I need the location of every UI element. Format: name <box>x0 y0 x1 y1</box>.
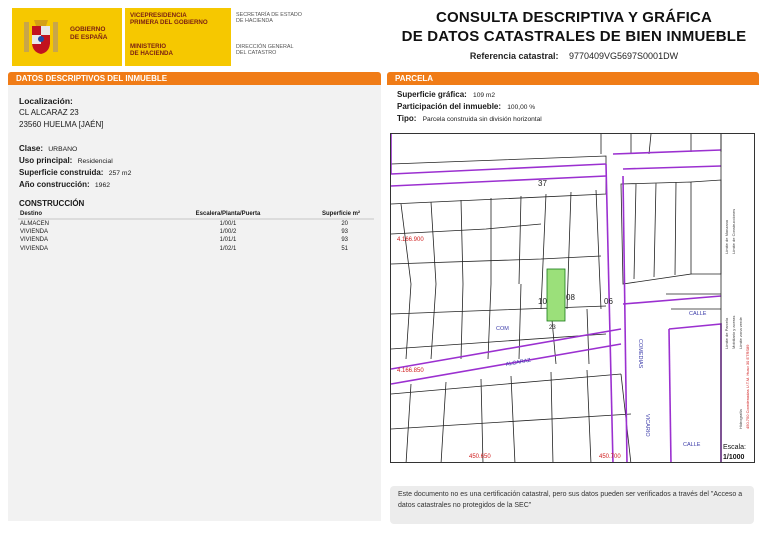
legend-item-parcela: Límite de Parcela <box>724 317 729 349</box>
table-header-row <box>18 210 374 219</box>
table-row <box>18 219 374 228</box>
clase-row <box>19 144 77 153</box>
coordinate-y1: 4.166.900 <box>397 237 424 243</box>
cell-superficie: 93 <box>341 228 348 235</box>
street-label-calle2: CALLE <box>683 442 701 448</box>
block-label-08: 08 <box>566 293 575 302</box>
cadastral-map-svg <box>391 134 755 463</box>
street-label-alcaraz: ALCARAZ <box>505 357 532 368</box>
scale-value: 1/1000 <box>723 454 745 461</box>
table-row <box>18 245 374 254</box>
block-label-37: 37 <box>538 179 547 188</box>
secretaria-text: SECRETARÍA DE ESTADO DE HACIENDA <box>236 12 302 25</box>
superficie-label: Superficie construida: <box>19 168 104 177</box>
cell-escalera: 1/00/2 <box>219 228 237 235</box>
legend-item-construcciones: Límite de Construcciones <box>731 208 736 254</box>
cell-destino: VIVIENDA <box>20 237 49 244</box>
coat-of-arms-icon <box>20 16 62 58</box>
coordinate-x1: 450.650 <box>469 454 491 460</box>
street-label-vicario: VICARIO <box>644 414 650 437</box>
cell-destino: VIVIENDA <box>20 228 49 235</box>
uso-value: Residencial <box>77 158 113 165</box>
map-legend <box>724 209 750 429</box>
disclaimer-note: Este documento no es una certificación catastral, pero sus datos pueden ser verificados a través del "Acceso a datos catastrales no protegidos de la SEC" <box>390 486 754 524</box>
street-label-comedias: COMEDIAS <box>637 339 643 369</box>
clase-value: URBANO <box>48 146 78 153</box>
table-row <box>18 236 374 245</box>
gobierno-text: GOBIERNO DE ESPAÑA <box>70 26 108 41</box>
tipo-value: Parcela construida sin división horizontal <box>422 116 542 123</box>
tipo-row <box>397 114 542 123</box>
referencia-catastral <box>390 51 758 61</box>
highlighted-parcel[interactable] <box>547 269 565 321</box>
superficie-value: 257 m2 <box>108 170 132 177</box>
referencia-value: 9770409VG5697S0001DW <box>568 51 679 61</box>
cell-escalera: 1/01/1 <box>219 237 237 244</box>
gobierno-badge <box>12 8 122 66</box>
parcela-header: PARCELA <box>387 72 759 85</box>
legend-item-hidrografia: Hidrografía <box>738 409 743 429</box>
scale-label: Escala: <box>723 444 746 451</box>
legend-item-manzana: Límite de Manzana <box>724 219 729 254</box>
scale-block <box>723 444 746 461</box>
cell-escalera: 1/00/1 <box>219 220 237 227</box>
participacion-row <box>397 102 535 111</box>
document-title-line2: DE DATOS CATASTRALES DE BIEN INMUEBLE <box>401 28 747 45</box>
coordinate-x2: 450.700 <box>599 454 621 460</box>
street-labels <box>496 311 707 448</box>
block-label-10: 10 <box>538 297 547 306</box>
uso-row <box>19 156 113 165</box>
cell-superficie: 51 <box>341 245 348 252</box>
legend-item-mobiliario: Mobiliario y aceras <box>731 315 736 349</box>
logo-block <box>12 8 302 66</box>
block-label-06: 06 <box>604 297 613 306</box>
superficie-grafica-value: 109 m2 <box>473 92 496 99</box>
coordinate-y2: 4.166.850 <box>397 368 424 374</box>
construccion-table <box>18 210 374 253</box>
clase-label: Clase: <box>19 144 44 153</box>
superficie-grafica-row <box>397 90 495 99</box>
participacion-label: Participación del inmueble: <box>397 102 502 111</box>
cell-destino: VIVIENDA <box>20 245 49 252</box>
localizacion-label: Localización: <box>19 96 73 106</box>
cell-superficie: 20 <box>341 220 348 227</box>
table-row <box>18 228 374 237</box>
parcel-number-23: 23 <box>549 325 556 331</box>
superficie-grafica-label: Superficie gráfica: <box>397 90 467 99</box>
datos-descriptivos-panel <box>8 85 381 521</box>
datos-descriptivos-header: DATOS DESCRIPTIVOS DEL INMUEBLE <box>8 72 381 85</box>
cell-superficie: 93 <box>341 237 348 244</box>
address-line2: 23560 HUELMA [JAÉN] <box>19 120 104 129</box>
address-line1: CL ALCARAZ 23 <box>19 108 79 117</box>
cell-destino: ALMACEN <box>20 220 50 227</box>
anio-label: Año construcción: <box>19 180 90 189</box>
construccion-title: CONSTRUCCIÓN <box>19 199 85 208</box>
anio-row <box>19 180 110 189</box>
projection-label: 450.750 Coordenadas U.T.M. Huso 30 ETRS89 <box>745 344 750 429</box>
ministerio-text: MINISTERIO DE HACIENDA <box>130 43 173 57</box>
column-header-destino: Destino <box>18 210 178 219</box>
direccion-text: DIRECCIÓN GENERAL DEL CATASTRO <box>236 44 294 57</box>
cadastral-map[interactable] <box>390 133 755 463</box>
document-title-block <box>390 8 758 61</box>
cell-escalera: 1/02/1 <box>219 245 237 252</box>
vicepresidencia-text: VICEPRESIDENCIA PRIMERA DEL GOBIERNO <box>130 12 208 26</box>
uso-label: Uso principal: <box>19 156 73 165</box>
superficie-row <box>19 168 131 177</box>
legend-item-zona-verde: Límite zona verde <box>738 317 743 349</box>
participacion-value: 100,00 % <box>507 104 536 111</box>
anio-value: 1962 <box>94 182 111 189</box>
street-label-com: COM <box>496 326 509 332</box>
parcela-panel <box>387 85 759 473</box>
tipo-label: Tipo: <box>397 114 417 123</box>
column-header-superficie: Superficie m² <box>278 210 374 219</box>
ministerio-badge <box>125 8 231 66</box>
document-title-line1: CONSULTA DESCRIPTIVA Y GRÁFICA <box>435 9 712 26</box>
column-header-escalera: Escalera/Planta/Puerta <box>178 210 278 219</box>
referencia-label: Referencia catastral: <box>469 51 559 61</box>
street-label-calle: CALLE <box>689 311 707 317</box>
